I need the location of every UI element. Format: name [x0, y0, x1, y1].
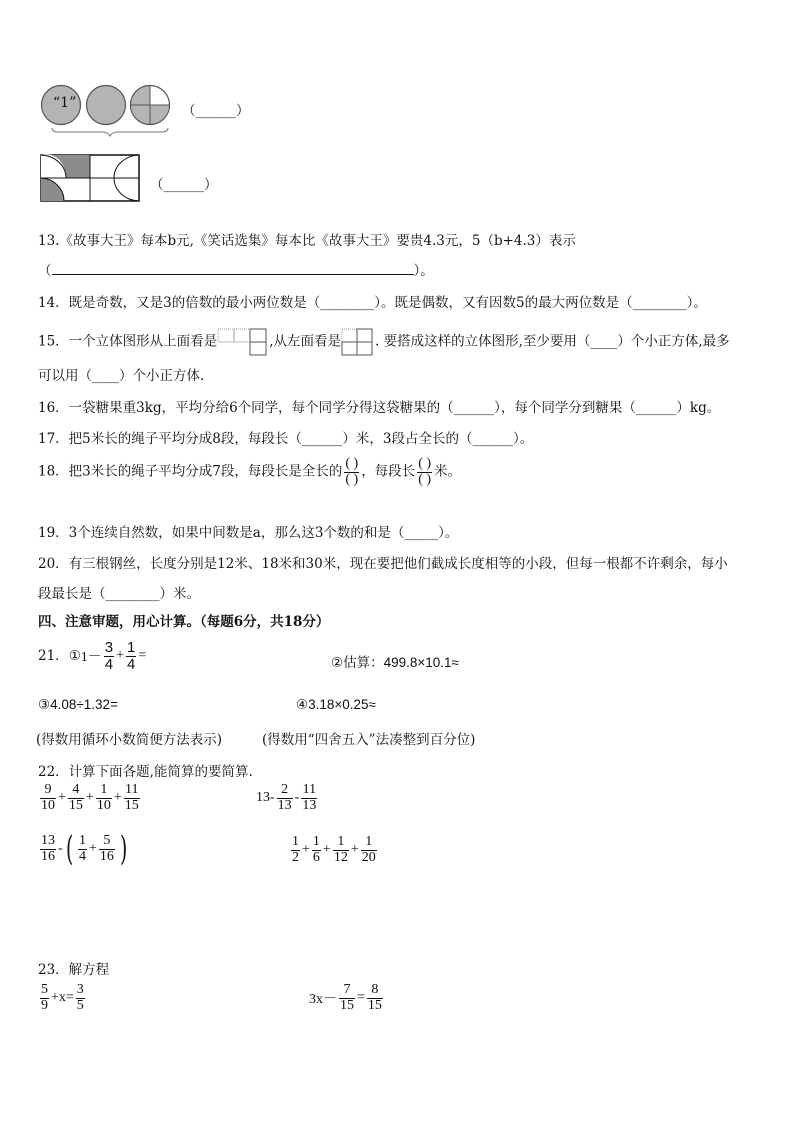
question-14: 14．既是奇数，又是3的倍数的最小两位数是（________）。既是偶数，又有因数5的最大两位数是（________）。 [38, 295, 707, 311]
question-15: 15．一个立体图形从上面看是 ,从左面看是 . 要搭成这样的立体图形,至少要用（____）个小正方体,最多 [38, 328, 730, 356]
rectangles-figure [40, 154, 142, 204]
question-21-item1: 21．①1－ $\frac{3}{4}$ + $\frac{1}{4}$ = [38, 639, 147, 673]
answer-blank-circles[interactable]: （______） [182, 103, 250, 119]
question-21-item4: ④3.18×0.25≈ [296, 697, 376, 713]
question-19: 19．3个连续自然数，如果中间数是a，那么这3个数的和是（_____）。 [38, 525, 459, 541]
question-17: 17．把5米长的绳子平均分成8段，每段长（______）米，3段占全长的（______）。 [38, 431, 534, 447]
fraction-blank-2[interactable]: $\frac{( )}{( )}$ [418, 456, 432, 487]
answer-blank-rectangles[interactable]: （______） [150, 177, 218, 193]
top-view-figure [217, 328, 269, 356]
left-view-figure [341, 328, 375, 356]
question-13-answer[interactable]: （ ）。 [38, 263, 434, 279]
question-15-line2: 可以用（____）个小正方体. [38, 368, 205, 384]
expression-22-3: $\frac{13}{16}$ -( $\frac{1}{4}$ + $\frac{5}{16}$ ) [41, 829, 128, 869]
brace [52, 128, 168, 136]
fraction-blank-1[interactable]: $\frac{( )}{( )}$ [345, 456, 359, 487]
section-4-title: 四、注意审题，用心计算。（每题6分，共18分） [38, 614, 330, 630]
circle-two-gray [87, 86, 126, 125]
question-20-line1: 20．有三根钢丝，长度分别是12米、18米和30米，现在要把他们截成长度相等的小段，但每一根都不许剩余，每小 [38, 556, 728, 572]
question-18: 18．把3米长的绳子平均分成7段，每段长是全长的 $\frac{( )}{( )}$ ，每段长 $\frac{( )}{( )}$ 米。 [38, 456, 462, 487]
equation-23-1: $\frac{5}{9}$ +x= $\frac{3}{5}$ [41, 982, 84, 1013]
expression-22-1: $\frac{9}{10}$ + $\frac{4}{15}$ + $\frac{1}{10}$ + $\frac{11}{15}$ [41, 782, 139, 813]
circle-label: “1” [53, 95, 77, 111]
question-16: 16．一袋糖果重3kg，平均分给6个同学，每个同学分得这袋糖果的（______），每个同学分到糖果（______）kg。 [38, 400, 721, 416]
expression-22-2: 13- $\frac{2}{13}$ - $\frac{11}{13}$ [256, 782, 317, 813]
answer-line-13[interactable] [52, 274, 414, 275]
question-13: 13.《故事大王》每本b元,《笑话选集》每本比《故事大王》要贵4.3元，5（b+4.3）表示 [38, 233, 576, 249]
expression-22-4: $\frac{1}{2}$ + $\frac{1}{6}$ + $\frac{1}{12}$ + $\frac{1}{20}$ [292, 834, 376, 865]
question-21-item3: ③4.08÷1.32= [38, 697, 118, 713]
question-21-note1: (得数用循环小数简便方法表示) [36, 732, 223, 748]
question-21-item2: ②估算：499.8×10.1≈ [331, 655, 459, 671]
equation-23-2: 3x－ $\frac{7}{15}$ = $\frac{8}{15}$ [309, 982, 382, 1013]
question-23-title: 23．解方程 [38, 962, 110, 978]
question-21-note2: (得数用“四舍五入”法凑整到百分位) [262, 732, 476, 748]
question-22-title: 22．计算下面各题,能简算的要简算. [38, 764, 253, 780]
question-20-line2: 段最长是（________）米。 [38, 586, 200, 602]
